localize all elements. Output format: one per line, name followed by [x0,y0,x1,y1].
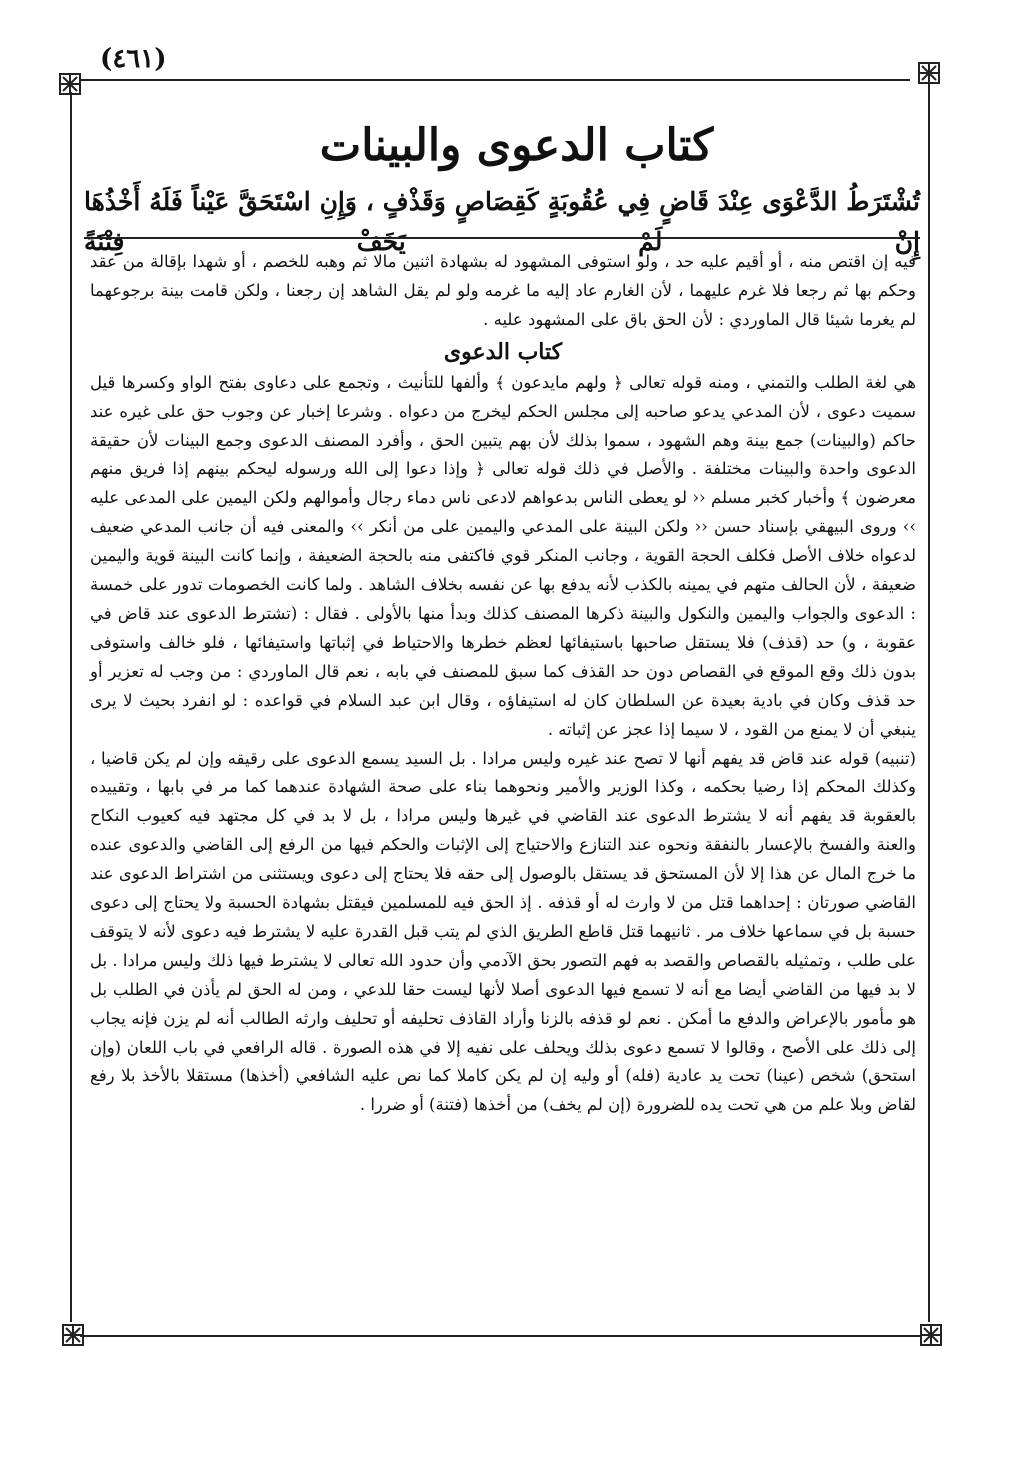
frame-right-rule [928,82,930,1322]
commentary-body [90,248,916,1120]
section-title: كتاب الدعوى [443,338,563,365]
matn-separator [84,237,920,239]
ornament-top-left-icon [57,71,83,97]
ornament-top-right-icon [916,60,942,86]
ornament-bottom-left-icon [60,1322,86,1348]
commentary-paragraph: (تنبيه) قوله عند قاض قد يفهم أنها لا تصح عند غيره وليس مرادا . بل السيد يسمع الدعوى على رقيقه وإن لم يكن قاضيا ، وكذلك المحكم إذا رضيا بحكمه ، وكذا الوزير والأمير ونحوهما بناء على صحة الشهادة عندهما كما مر في بابها ، وتقييده بالعقوبة قد يفهم أنه لا يشترط الدعوى عند القاضي في غيرها وليس مرادا ، بل لا بد في كل مجتهد فيه كعيوب النكاح والعنة والفسخ بالإعسار بالنفقة ونحوه عند التنازع والاحتياج إلى الإثبات والحكم فيها من الرفع إلى القاضي والدعوى عنده ما خرج المال عن هذا إلا لأن المستحق قد يستقل بالوصول إلى حقه فلا يحتاج إلى دعوى ويستثنى من اشتراط الدعوى عند القاضي صورتان : إحداهما قتل من لا وارث له أو قذفه . إذ الحق فيه للمسلمين فيقتل بشهادة الحسبة ولا يحتاج إلى دعوى حسبة بل في سماعها خلاف مر . ثانيهما قتل قاطع الطريق الذي لم يتب قبل القدرة عليه لا يشترط فيه دعوى لأنه لا يتوقف على طلب ، وتمثيله بالقصاص والقصد به فهم التصور بحق الآدمي وأن حدود الله تعالى لا يشترط فيها ذلك وليس مرادا . بل لا بد فيها من القاضي أيضا مع أنه لا تسمع فيها الدعوى أصلا لأنها ليست حقا للدعي ، ومن له الحق لم يأذن في الطلب بل هو مأمور بالإعراض والدفع ما أمكن . نعم لو قذفه بالزنا وأراد القاذف تحليفه أو تحليف وارثه الطالب أنه لم يزن فإنه يجاب إلى ذلك على الأصح ، وقالوا لا تسمع دعوى بذلك ويحلف على نفيه إلا في هذه الصورة . قاله الرافعي في باب اللعان (وإن استحق) شخص (عينا) تحت يد عادية (فله) أو وليه إن لم يكن كاملا كما نص عليه الشافعي (أخذها) مستقلا بالأخذ بلا رفع لقاض وبلا علم من هي تحت يده للضرورة (إن لم يخف) من أخذها (فتنة) أو ضررا . [90,748,916,1115]
frame-top-rule [80,79,910,81]
intro-paragraph: فيه إن اقتص منه ، أو أقيم عليه حد ، ولو استوفى المشهود له بشهادة اثنين مالا ثم وهبه للخصم ، أو شهدا بإقالة من عقد وحكم بها ثم رجعا فلا غرم عليهما ، لأن الغارم عاد إليه ما غرمه ولو لم يقل الشاهد إن رجعنا ، ولكن قامت بينة برجوعهما لم يغرما شيئا قال الماوردي : لأن الحق باق على المشهود عليه . [90,252,916,329]
page-number: (٤٦١) [100,44,167,74]
matn-text: تُشْتَرَطُ الدَّعْوَى عِنْدَ قَاضٍ فِي عُقُوبَةٍ كَقِصَاصٍ وَقَذْفٍ ، وَإِنِ اسْتَحَقَّ عَيْناً فَلَهُ أَخْذُهَا إِنْ لَمْ يَخَفْ فِتْنَةً [84,187,920,256]
book-title: كتاب الدعوى والبينات [319,120,714,171]
frame-bottom-rule [80,1335,920,1337]
commentary-paragraph: هي لغة الطلب والتمني ، ومنه قوله تعالى ﴿ ولهم مايدعون ﴾ وألفها للتأنيث ، وتجمع على دعاوى بفتح الواو وكسرها قيل سميت دعوى ، لأن المدعي يدعو صاحبه إلى مجلس الحكم ليخرج من دعواه . وشرعا إخبار عن وجوب حق على غيره عند حاكم (والبينات) جمع بينة وهم الشهود ، سموا بذلك لأن بهم يتبين الحق ، وأفرد المصنف الدعوى وجمع البينات لأن حقيقة الدعوى واحدة والبينات مختلفة . والأصل في ذلك قوله تعالى ﴿ وإذا دعوا إلى الله ورسوله ليحكم بينهم إذا فريق منهم معرضون ﴾ وأخبار كخبر مسلم ‹‹ لو يعطى الناس بدعواهم لادعى ناس دماء رجال وأموالهم ولكن اليمين على المدعى عليه ›› وروى البيهقي بإسناد حسن ‹‹ ولكن البينة على المدعي واليمين على من أنكر ›› والمعنى فيه أن جانب المدعي ضعيف لدعواه خلاف الأصل فكلف الحجة القوية ، وجانب المنكر قوي فاكتفى منه بالحجة الضعيفة ، وإنما كانت البينة قوية واليمين ضعيفة ، لأن الحالف متهم في يمينه بالكذب لأنه يدفع بها عن نفسه بخلاف الشاهد . ولما كانت الخصومات تدور على خمسة : الدعوى والجواب واليمين والنكول والبينة ذكرها المصنف كذلك وبدأ منها بالأولى . فقال : (تشترط الدعوى عند قاض في عقوبة ، و) حد (قذف) فلا يستقل صاحبها باستيفائها لعظم خطرها والاحتياط في إثباتها واستيفائها ، فلو خالف واستوفى بدون ذلك وقع الموقع في القصاص دون حد القذف كما سبق للمصنف في بابه ، نعم قال الماوردي : من وجب له تعزير أو حد قذف وكان في بادية بعيدة عن السلطان كان له استيفاؤه ، وقال ابن عبد السلام في قواعده : لو انفرد بحيث لا يرى ينبغي أن لا يمنع من القود ، لا سيما إذا عجز عن إثباته . [90,372,916,739]
frame-left-rule [70,92,72,1322]
ornament-bottom-right-icon [918,1322,944,1348]
